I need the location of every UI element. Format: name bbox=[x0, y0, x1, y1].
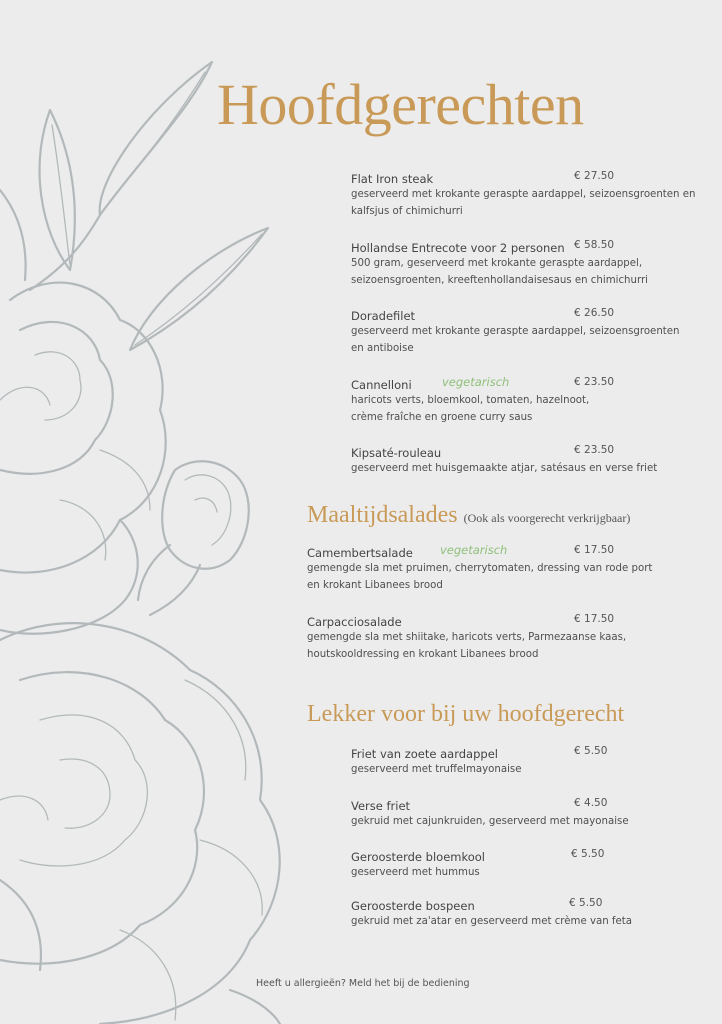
item-description: gemengde sla met pruimen, cherrytomaten, dressing van rode port en krokant Libanees brood bbox=[307, 563, 653, 591]
item-name: Camembertsalade bbox=[307, 546, 413, 560]
vegetarian-tag: vegetarisch bbox=[440, 543, 508, 557]
item-description: geserveerd met krokante geraspte aardappel, seizoensgroenten en antiboise bbox=[351, 326, 680, 354]
item-description: haricots verts, bloemkool, tomaten, hazelnoot, crème fraîche en groene curry saus bbox=[351, 395, 590, 423]
section-title-salads bbox=[307, 499, 630, 534]
menu-item-camembertsalade bbox=[307, 542, 653, 594]
item-name: Verse friet bbox=[351, 799, 411, 813]
section-note: (Ook als voorgerecht verkrijgbaar) bbox=[463, 511, 631, 525]
item-price: € 5.50 bbox=[569, 897, 603, 909]
menu-item-geroosterde-bloemkool bbox=[351, 846, 681, 881]
item-price: € 5.50 bbox=[574, 745, 608, 757]
item-description: gemengde sla met shiitake, haricots verts, Parmezaanse kaas, houtskooldressing en krokant Libanees brood bbox=[307, 632, 627, 660]
menu-item-friet-zoete-aardappel bbox=[351, 743, 681, 778]
item-name: Flat Iron steak bbox=[351, 172, 434, 186]
item-description: 500 gram, geserveerd met krokante geraspte aardappel, seizoensgroenten, kreeftenhollandaisesaus en chimichurri bbox=[351, 258, 648, 286]
item-description: geserveerd met hummus bbox=[351, 867, 480, 878]
item-price: € 17.50 bbox=[574, 613, 615, 625]
item-name: Cannelloni bbox=[351, 378, 412, 392]
menu-item-geroosterde-bospeen bbox=[351, 895, 681, 930]
menu-item-doradefilet bbox=[351, 305, 681, 357]
item-description: geserveerd met truffelmayonaise bbox=[351, 764, 522, 775]
item-name: Friet van zoete aardappel bbox=[351, 747, 498, 761]
item-price: € 27.50 bbox=[574, 170, 615, 182]
item-name: Hollandse Entrecote voor 2 personen bbox=[351, 241, 565, 255]
item-description: gekruid met za'atar en geserveerd met crème van feta bbox=[351, 916, 633, 927]
menu-item-flat-iron-steak bbox=[351, 168, 696, 220]
item-description: gekruid met cajunkruiden, geserveerd met mayonaise bbox=[351, 816, 629, 827]
item-description: geserveerd met krokante geraspte aardappel, seizoensgroenten en kalfsjus of chimichurri bbox=[351, 189, 696, 217]
item-name: Carpacciosalade bbox=[307, 615, 402, 629]
section-title-text: Maaltijdsalades bbox=[307, 502, 458, 528]
page-title: Hoofdgerechten bbox=[217, 72, 584, 137]
item-price: € 26.50 bbox=[574, 307, 615, 319]
menu-item-hollandse-entrecote bbox=[351, 237, 681, 289]
item-name: Geroosterde bloemkool bbox=[351, 850, 485, 864]
menu-item-kipsate-rouleau bbox=[351, 442, 681, 477]
item-name: Geroosterde bospeen bbox=[351, 899, 475, 913]
menu-item-carpacciosalade bbox=[307, 611, 637, 663]
item-description: geserveerd met huisgemaakte atjar, satésaus en verse friet bbox=[351, 463, 658, 474]
item-price: € 58.50 bbox=[574, 239, 615, 251]
allergy-notice: Heeft u allergieën? Meld het bij de bediening bbox=[256, 978, 470, 989]
menu-item-verse-friet bbox=[351, 795, 681, 830]
item-name: Doradefilet bbox=[351, 309, 416, 323]
menu-item-cannelloni bbox=[351, 374, 681, 426]
item-price: € 5.50 bbox=[571, 848, 605, 860]
item-price: € 4.50 bbox=[574, 797, 608, 809]
item-price: € 23.50 bbox=[574, 444, 615, 456]
item-name: Kipsaté-rouleau bbox=[351, 446, 442, 460]
item-price: € 23.50 bbox=[574, 376, 615, 388]
vegetarian-tag: vegetarisch bbox=[442, 375, 510, 389]
item-price: € 17.50 bbox=[574, 544, 615, 556]
section-title-sides: Lekker voor bij uw hoofdgerecht bbox=[307, 701, 625, 727]
